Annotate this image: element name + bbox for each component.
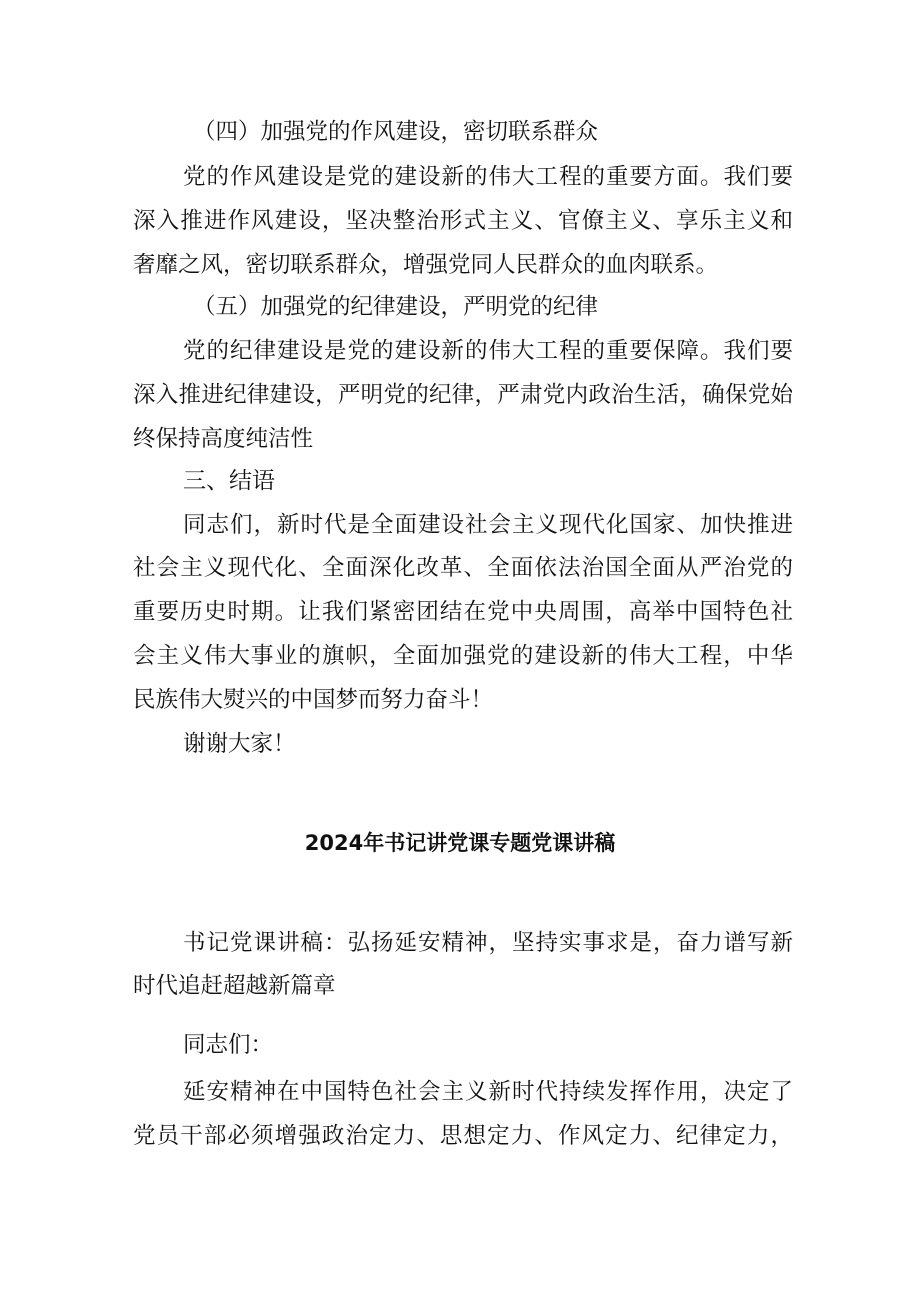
salutation: 同志们： (183, 1032, 274, 1058)
conclusion-line-1: 同志们，新时代是全面建设社会主义现代化国家、加快推进 (183, 512, 793, 538)
conclusion-line-3: 重要历史时期。让我们紧密团结在党中央周围，高举中国特色社 (133, 599, 793, 625)
section4-line-1: 党的作风建设是党的建设新的伟大工程的重要方面。我们要 (183, 164, 793, 190)
conclusion-line-2: 社会主义现代化、全面深化改革、全面依法治国全面从严治党的 (133, 555, 793, 581)
subtitle-line-2: 时代追赶超越新篇章 (133, 973, 336, 999)
conclusion-line-5: 民族伟大熨兴的中国梦而努力奋斗！ (133, 687, 494, 713)
section5-line-2: 深入推进纪律建设，严明党的纪律，严肃党内政治生活，确保党始 (133, 382, 793, 408)
conclusion-line-4: 会主义伟大事业的旗帜，全面加强党的建设新的伟大工程，中华 (133, 643, 793, 669)
body-line-2: 党员干部必须增强政治定力、思想定力、作风定力、纪律定力， (133, 1123, 793, 1149)
conclusion-heading: 三、结语 (183, 468, 275, 494)
body-line-1: 延安精神在中国特色社会主义新时代持续发挥作用，决定了 (183, 1079, 793, 1105)
section5-heading: （五）加强党的纪律建设，严明党的纪律 (193, 294, 599, 320)
thanks-line: 谢谢大家！ (183, 731, 296, 757)
section4-heading: （四）加强党的作风建设，密切联系群众 (193, 119, 599, 145)
section4-line-2: 深入推进作风建设，坚决整治形式主义、官僚主义、享乐主义和 (133, 208, 793, 234)
document-title: 2024年书记讲党课专题党课讲稿 (304, 831, 616, 855)
section5-line-3: 终保持高度纯洁性 (133, 426, 314, 452)
section5-line-1: 党的纪律建设是党的建设新的伟大工程的重要保障。我们要 (183, 338, 793, 364)
subtitle-line-1: 书记党课讲稿：弘扬延安精神，坚持实事求是，奋力谱写新 (183, 930, 793, 956)
section4-line-3: 奢靡之风，密切联系群众，增强党同人民群众的血肉联系。 (133, 252, 719, 278)
